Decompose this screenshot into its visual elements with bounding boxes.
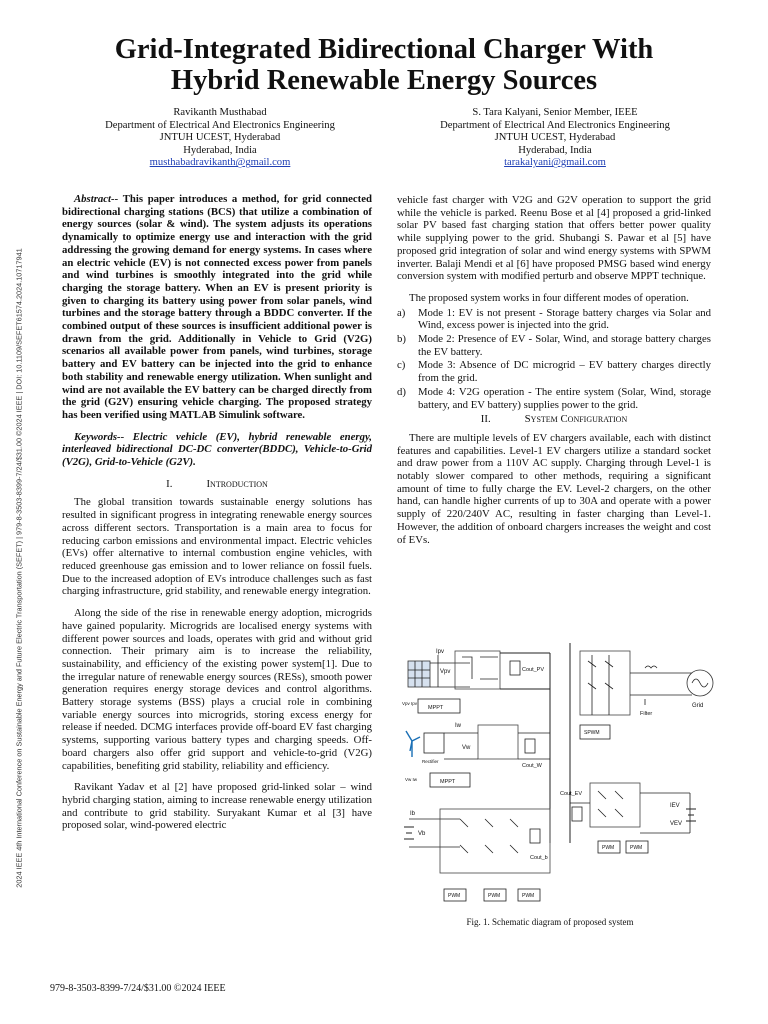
keywords-label: Keywords-- [74, 430, 125, 443]
figure-caption: Fig. 1. Schematic diagram of proposed system [466, 917, 634, 927]
label-vw: Vw [462, 745, 471, 751]
list-marker: b) [397, 333, 406, 346]
author-org: JNTUH UCEST, Hyderabad [159, 132, 281, 144]
author-email-link[interactable]: musthabadravikanth@gmail.com [149, 157, 291, 169]
schematic-figure [400, 633, 720, 911]
label-vev: VEV [670, 821, 683, 827]
label-iev: IEV [670, 803, 680, 809]
label-ipv: Ipv [436, 649, 445, 655]
label-rectifier: Rectifier [422, 759, 439, 764]
paper-title [40, 34, 728, 96]
label-mppt-2: MPPT [440, 779, 456, 785]
list-item [397, 359, 711, 384]
label-grid: Grid [692, 703, 704, 709]
list-text: Mode 4: V2G operation - The entire system (Solar, Wind, storage battery, and EV battery) supplies power to the grid. [418, 385, 711, 411]
list-item [397, 333, 711, 358]
author-name: Ravikanth Musthabad [173, 107, 267, 118]
label-cout-ev: Cout_EV [560, 791, 583, 797]
storage-battery-icon [404, 827, 414, 839]
grid-source-icon [687, 670, 713, 696]
label-vw-iw: Vw Iw [405, 777, 418, 782]
label-ib: Ib [410, 811, 416, 817]
label-filter: Filter [640, 711, 653, 717]
section-number: I. [166, 477, 173, 490]
label-pwm-ev-1: PWM [602, 845, 615, 851]
wind-turbine-icon [406, 731, 420, 757]
label-pwm-ev-2: PWM [630, 845, 643, 851]
author-org: JNTUH UCEST, Hyderabad [494, 132, 616, 144]
section-title: System Configuration [524, 413, 628, 426]
author-location: Hyderabad, India [183, 144, 257, 156]
keywords [62, 431, 372, 469]
author-email-link[interactable]: tarakalyani@gmail.com [504, 157, 606, 169]
page-footer: 979-8-3503-8399-7/24/$31.00 ©2024 IEEE [50, 983, 226, 994]
section-heading-system-configuration [397, 413, 711, 426]
list-marker: d) [397, 385, 406, 398]
conference-sidebar-text: 2024 IEEE 4th International Conference on Sustainable Energy and Future Electric Transportation (SEFET) | 979-8-3503-8399-7/24/$31.00 ©2024 IEEE | DOI: 10.1109/SEFET61574.2024.10717941 [14, 248, 24, 888]
paragraph: The proposed system works in four different modes of operation. [409, 291, 689, 304]
list-marker: a) [397, 306, 406, 319]
list-item [397, 307, 711, 332]
right-column [397, 194, 711, 555]
label-spwm: SPWM [584, 730, 600, 736]
label-pwm-b-2: PWM [488, 893, 501, 899]
list-item [397, 386, 711, 411]
modes-list [397, 307, 711, 412]
left-column [62, 193, 372, 841]
title-line-1: Grid-Integrated Bidirectional Charger With [114, 34, 654, 65]
paragraph: Ravikant Yadav et al [2] have proposed grid-linked solar – wind hybrid charging station, aiming to increase renewable energy utilization and contribute to grid stability. Suryakant Kumar et al [3] have proposed solar, wind-powered electric [62, 781, 372, 832]
author-name: S. Tara Kalyani, Senior Member, IEEE [472, 107, 638, 118]
label-cout-w: Cout_W [522, 763, 542, 769]
label-vb: Vb [418, 831, 426, 837]
section-heading-introduction [62, 478, 372, 491]
list-text: Mode 1: EV is not present - Storage battery charges via Solar and Wind, excess power is injected into the grid. [418, 306, 711, 332]
abstract-text: This paper introduces a method, for grid connected bidirectional charging stations (BCS) that utilize a combination of energy sources (solar & wind). The system adjusts its operations dynamically to optimize energy use and interaction with the grid addressing the growing demand for energy systems. In cases where an electric vehicle (EV) is not connected excess power from panels and wind turbines is smoothly integrated into the grid while charging the storage battery. When an EV is present priority is given to charging its battery using power from solar panels, wind turbines and the storage battery through a BDDC converter. If the combined output of these sources is insufficient additional power is drawn from the grid. Additionally in Vehicle to Grid (V2G) scenarios all available power from panels, wind turbines, storage battery and EV battery can be injected into the grid to enhance both stability and renewable energy utilization. When sunlight and wind are not available the EV battery can be charged directly from the grid (G2V) ensuring vehicle charging. The proposed strategy has been verified using MATLAB Simulink software. [62, 193, 372, 421]
keywords-text: Electric vehicle (EV), hybrid renewable energy, interleaved bidirectional DC-DC converter(BDDC), Vehicle-to-Grid (V2G), Grid-to-Vehicle (G2V). [62, 430, 372, 469]
list-marker: c) [397, 359, 406, 372]
label-cout-pv: Cout_PV [522, 667, 545, 673]
section-title: Introduction [206, 477, 268, 490]
title-line-2: Hybrid Renewable Energy Sources [170, 65, 598, 96]
conference-sidebar [12, 183, 26, 953]
author-dept: Department of Electrical And Electronics Engineering [105, 119, 335, 131]
list-text: Mode 2: Presence of EV - Solar, Wind, and storage battery charges the EV battery. [418, 333, 711, 358]
author-location: Hyderabad, India [518, 144, 592, 156]
label-vpv-ipv: Vpv Ipv [402, 701, 418, 706]
label-vpv: Vpv [440, 669, 451, 675]
paragraph: Along the side of the rise in renewable energy adoption, microgrids have gained popularity. Microgrids are localised energy systems with different power sources and loads, operates with grid and without grid connection. Their primary aim is to increase the reliability, sustainability, and efficiency of the existing power system[1]. Due to the irregular nature of renewable energy sources (RESs), smooth power generation requires energy storage devices and control algorithms. Battery storage systems (BSS) plays a crucial role in combining variable energy sources into microgrids, storing excess energy for release if needed. DCMG interfaces provide off-board EV fast charging systems, supporting various battery types and charging speeds. Off-board chargers also offer grid support and vehicle-to-grid (V2G) capabilities, benefiting grid stability, reliability and efficiency. [62, 607, 372, 772]
solar-panel-icon [408, 661, 430, 687]
author-block-2 [395, 107, 715, 170]
label-mppt-1: MPPT [428, 705, 444, 711]
abstract-label: Abstract-- [74, 193, 119, 205]
list-text: Mode 3: Absence of DC microgrid – EV battery charges directly from the grid. [418, 359, 711, 385]
schematic-diagram [400, 633, 720, 911]
ev-battery-icon [686, 809, 696, 821]
paragraph: The global transition towards sustainable energy solutions has resulted in significant progress in integrating renewable energy sources across different sectors. Transportation is a main area to focus for reducing carbon emissions and environmental impact. Electric vehicles (EVs) offer alternative to internal combustion engine vehicles, with reduced greenhouse gas emission and to lower reliance on fossil fuels. Due to the increased adoption of EVs introduce challenges such as fast charging infrastructure, grid stability, and renewable energy integration. [62, 496, 372, 598]
label-cout-b: Cout_b [530, 855, 548, 861]
author-block-1 [60, 107, 380, 170]
abstract [62, 193, 372, 422]
paragraph: There are multiple levels of EV chargers available, each with distinct features and capabilities. Level-1 EV chargers utilize a standard socket and draw power from a 110V AC supply. Charging through Level-1 is notably slower compared to other methods, requiring a significant amount of time to fully charge the EV. Level-2 chargers, on the other hand, can handle higher currents of up to 30A and operate with a power supply of 220/240V AC, resulting in faster charging than Level-1. However, the addition of onboard chargers increases the weight and cost of EVs. [397, 431, 711, 546]
paragraph: vehicle fast charger with V2G and G2V operation to support the grid while the vehicle is parked. Reenu Bose et al [4] proposed a grid-linked solar PV based fast charging station that offers better power quality while supplying power to the grid. Shubangi S. Pawar et al [5] have proposed grid integration of solar and wind energy systems with SPWM inverter. Balaji Mendi et al [6] have proposed PMSG based wind energy conversion system with modified perturb and observe MPPT technique. [397, 194, 711, 283]
label-iw: Iw [455, 723, 461, 729]
label-pwm-b-1: PWM [448, 893, 461, 899]
section-number: II. [480, 413, 491, 426]
label-pwm-b-3: PWM [522, 893, 535, 899]
author-dept: Department of Electrical And Electronics Engineering [440, 119, 670, 131]
